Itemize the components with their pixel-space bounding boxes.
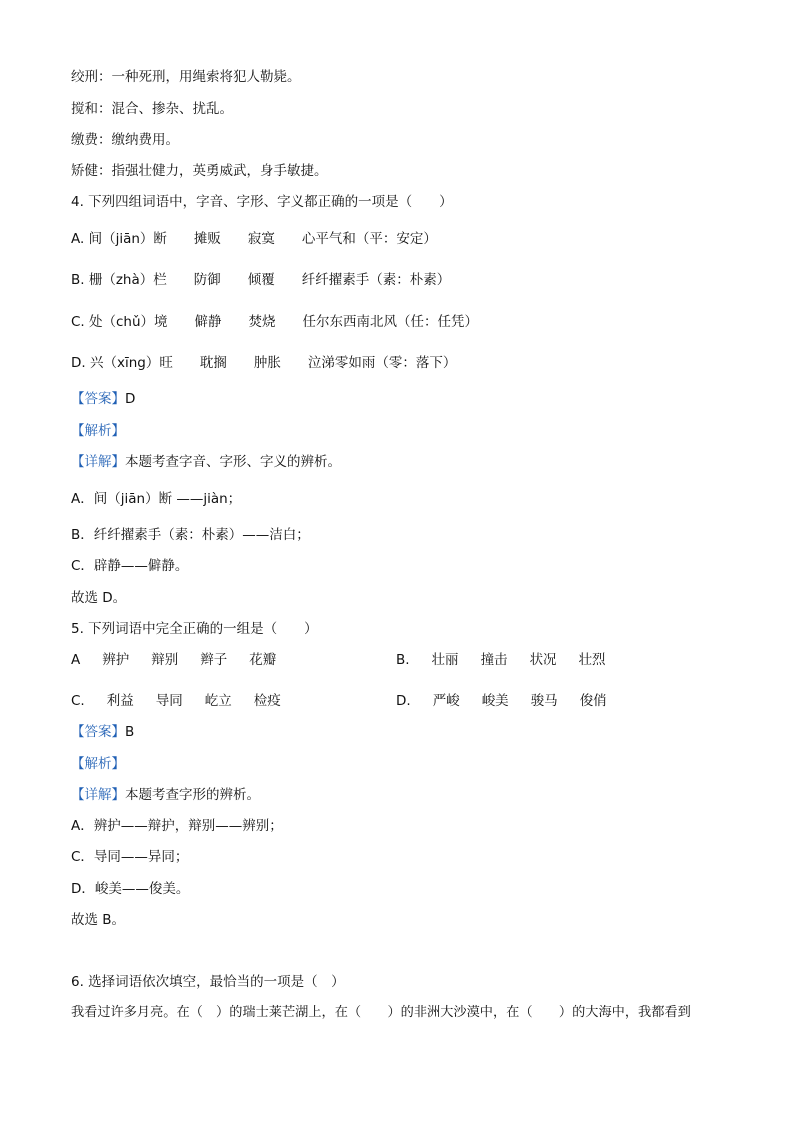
- question-4-option-b: B. 栅（zhà）栏 防御 倾覆 纤纤擢素手（素：朴素）: [71, 272, 451, 288]
- option-word: 屹立: [204, 693, 232, 709]
- option-word: 辫子: [200, 652, 228, 668]
- detail-row: [71, 786, 260, 804]
- option-word: 严峻: [432, 693, 460, 709]
- question-4-stem: 4. 下列四组词语中，字音、字形、字义都正确的一项是（ ）: [71, 194, 453, 210]
- option-word: 壮烈: [578, 652, 606, 668]
- option-label: B.: [396, 652, 410, 668]
- option-word: 骏马: [530, 693, 558, 709]
- analysis-row: [71, 755, 125, 773]
- question-5-stem: 5. 下列词语中完全正确的一组是（ ）: [71, 621, 318, 637]
- question-5-option-c: [71, 692, 281, 710]
- answer-value: B: [125, 724, 135, 740]
- detail-row: [71, 453, 341, 471]
- answer-value: D: [125, 391, 136, 407]
- option-label: A: [71, 652, 81, 668]
- analysis-label: 【解析】: [71, 756, 125, 772]
- analysis-label: 【解析】: [71, 423, 125, 439]
- conclusion-line: 故选 B。: [71, 912, 126, 928]
- option-word: 俊俏: [579, 693, 607, 709]
- option-word: 利益: [106, 693, 134, 709]
- option-word: 峻美: [481, 693, 509, 709]
- answer-label: 【答案】: [71, 724, 125, 740]
- question-6-passage: 我看过许多月亮。在（ ）的瑞士莱芒湖上，在（ ）的非洲大沙漠中，在（ ）的大海中，我都看到: [71, 1005, 691, 1020]
- definition-line: 搅和：混合、掺杂、扰乱。: [71, 101, 233, 117]
- question-4-option-a: A. 间（jiān）断 摊贩 寂寞 心平气和（平：安定）: [71, 231, 437, 247]
- option-label: C.: [71, 693, 85, 709]
- answer-label: 【答案】: [71, 391, 125, 407]
- explanation-line: A．间（jiān）断 ——jiàn；: [71, 491, 242, 507]
- detail-label: 【详解】: [71, 787, 125, 803]
- option-word: 检疫: [253, 693, 281, 709]
- detail-text: 本题考查字音、字形、字义的辨析。: [125, 454, 341, 470]
- question-5-option-a: [71, 651, 276, 669]
- option-label: D.: [396, 693, 411, 709]
- explanation-line: B．纤纤擢素手（素：朴素）——洁白；: [71, 527, 310, 543]
- detail-text: 本题考查字形的辨析。: [125, 787, 260, 803]
- answer-row: [71, 723, 134, 741]
- question-5-option-d: [396, 692, 607, 710]
- explanation-line: C．导同——异同；: [71, 849, 189, 865]
- option-word: 状况: [529, 652, 557, 668]
- option-word: 导同: [155, 693, 183, 709]
- detail-label: 【详解】: [71, 454, 125, 470]
- question-4-option-d: D. 兴（xīng）旺 耽搁 肿胀 泣涕零如雨（零：落下）: [71, 355, 457, 371]
- definition-line: 矫健：指强壮健力，英勇威武，身手敏捷。: [71, 163, 328, 179]
- option-word: 壮丽: [431, 652, 459, 668]
- explanation-line: A．辨护——辩护，辩别——辨别；: [71, 818, 283, 834]
- option-word: 辨护: [102, 652, 130, 668]
- explanation-line: D．峻美——俊美。: [71, 881, 190, 897]
- question-5-option-b: [396, 651, 606, 669]
- question-6-stem: 6. 选择词语依次填空，最恰当的一项是（ ）: [71, 974, 345, 990]
- option-word: 撞击: [480, 652, 508, 668]
- explanation-line: C．辟静——僻静。: [71, 558, 189, 574]
- definition-line: 缴费：缴纳费用。: [71, 132, 179, 148]
- analysis-row: [71, 422, 125, 440]
- option-word: 辩别: [151, 652, 179, 668]
- definition-line: 绞刑：一种死刑，用绳索将犯人勒毙。: [71, 69, 301, 85]
- option-word: 花瓣: [249, 652, 277, 668]
- question-4-option-c: C. 处（chǔ）境 僻静 焚烧 任尔东西南北风（任：任凭）: [71, 314, 479, 330]
- answer-row: [71, 390, 135, 408]
- conclusion-line: 故选 D。: [71, 590, 127, 606]
